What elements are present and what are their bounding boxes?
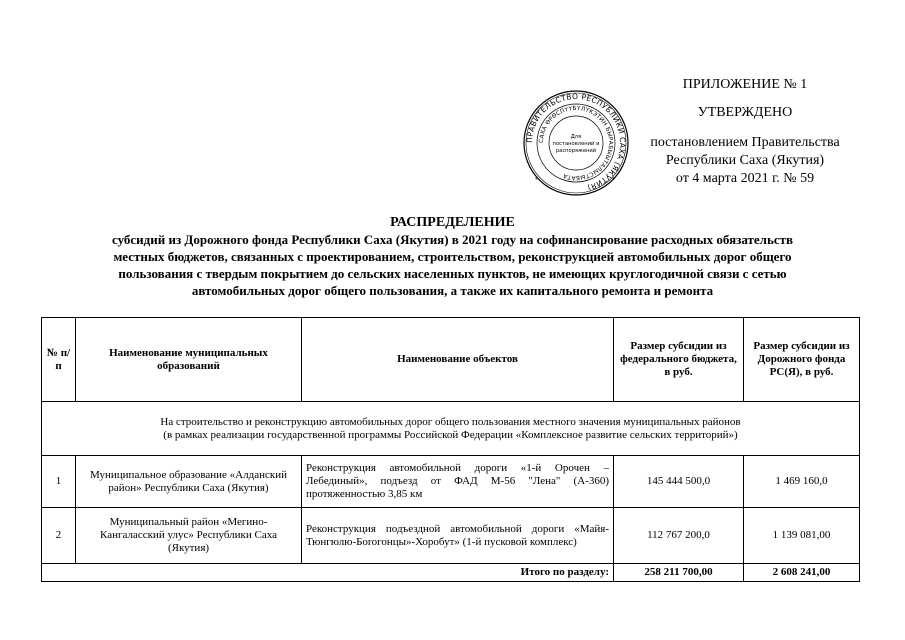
approved-label: УТВЕРЖДЕНО	[697, 105, 793, 120]
seal-center-2: постановлений и	[552, 141, 600, 147]
appendix-block	[600, 76, 890, 188]
seal-inner-text: САХА ӨРӨСПҮҮБҮЛҮКЭТИН БЫРАБЫЫТАЛЫСТЫБАТА	[538, 105, 614, 181]
appendix-number: ПРИЛОЖЕНИЕ № 1	[682, 77, 808, 92]
document-title	[30, 214, 875, 299]
table-row	[42, 456, 860, 508]
title-line-4: автомобильных дорог общего пользования, а также их капитального ремонта и ремонта	[191, 283, 714, 298]
decree-line-3: от 4 марта 2021 г. № 59	[675, 171, 815, 186]
title-line-3: пользования с твердым покрытием до сельских населенных пунктов, не имеющих круглогодичной связи с сетью	[118, 266, 787, 281]
section-cell	[42, 402, 860, 456]
subsidy-table	[41, 317, 860, 582]
total-regional: 2 608 241,00	[744, 564, 860, 582]
section-line-1: На строительство и реконструкцию автомобильных дорог общего пользования местного значения муниципальных районов	[160, 415, 741, 428]
total-federal: 258 211 700,00	[614, 564, 744, 582]
table-row	[42, 508, 860, 564]
row-num: 1	[42, 456, 76, 508]
table-header-row	[42, 318, 860, 402]
seal-outer-text: ПРАВИТЕЛЬСТВО РЕСПУБЛИКИ САХА (ЯКУТИЯ)	[524, 91, 628, 193]
government-seal	[521, 88, 631, 198]
seal-star-right: *	[612, 176, 616, 184]
header-regional: Размер субсидии из Дорожного фонда РС(Я), в руб.	[744, 318, 860, 402]
decree-line-1: постановлением Правительства	[650, 135, 840, 150]
title-line-1: субсидий из Дорожного фонда Республики Саха (Якутия) в 2021 году на софинансирование расходных обязательств	[111, 232, 794, 247]
row-federal: 145 444 500,0	[614, 456, 744, 508]
row-regional: 1 139 081,00	[744, 508, 860, 564]
total-label: Итого по разделу:	[42, 564, 614, 582]
row-object: Реконструкция автомобильной дороги «1-й Орочен – Лебединый», подъезд от ФАД М-56 "Лена" (А-360) протяженностью 3,85 км	[302, 456, 614, 508]
seal-center-1: Для	[570, 134, 582, 140]
total-row	[42, 564, 860, 582]
header-municipality: Наименование муниципальных образований	[76, 318, 302, 402]
header-federal: Размер субсидии из федерального бюджета, в руб.	[614, 318, 744, 402]
seal-star-left: *	[535, 176, 539, 184]
section-line-2: (в рамках реализации государственной программы Российской Федерации «Комплексное развитие сельских территорий»)	[163, 428, 738, 441]
row-municipality: Муниципальное образование «Алданский район» Республики Саха (Якутия)	[76, 456, 302, 508]
row-federal: 112 767 200,0	[614, 508, 744, 564]
header-num: № п/п	[42, 318, 76, 402]
title-heading: РАСПРЕДЕЛЕНИЕ	[390, 215, 515, 230]
title-line-2: местных бюджетов, связанных с проектированием, строительством, реконструкцией автомобильных дорог общего	[113, 249, 792, 264]
section-row	[42, 402, 860, 456]
header-objects: Наименование объектов	[302, 318, 614, 402]
row-num: 2	[42, 508, 76, 564]
row-municipality: Муниципальный район «Мегино-Кангаласский улус» Республики Саха (Якутия)	[76, 508, 302, 564]
decree-line-2: Республики Саха (Якутия)	[665, 153, 825, 168]
row-object: Реконструкция подъездной автомобильной дороги «Майя-Тюнгюлю-Бorогонцы»-Хоробут» (1-й пусковой комплекс)	[302, 508, 614, 564]
seal-center-3: распоряжений	[555, 148, 597, 154]
row-regional: 1 469 160,0	[744, 456, 860, 508]
